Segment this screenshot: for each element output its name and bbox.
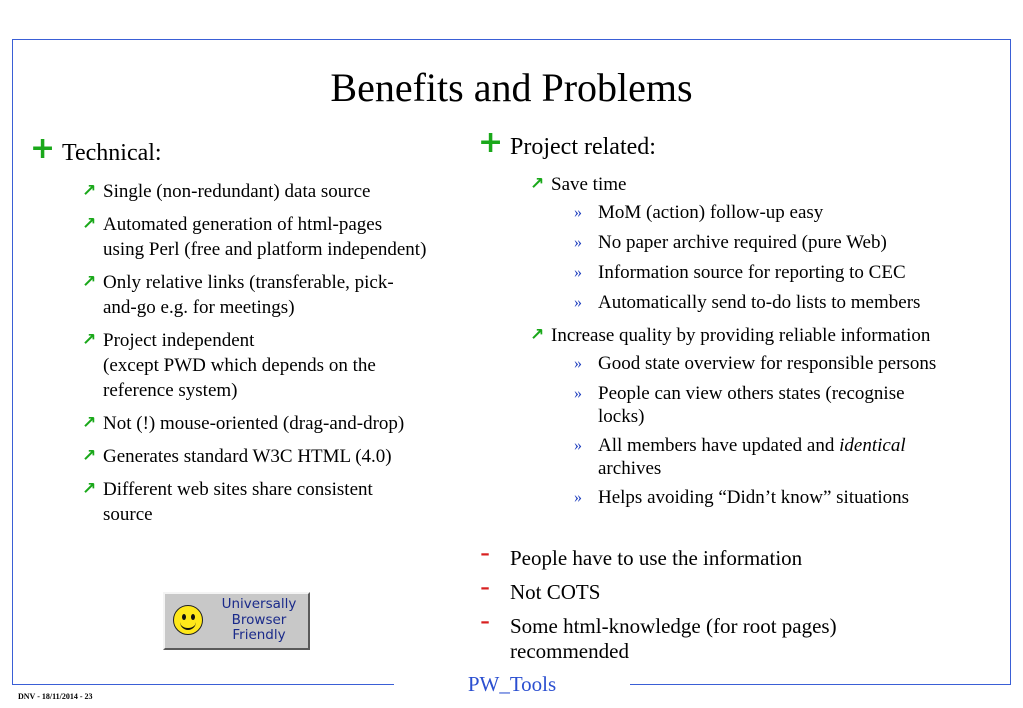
list-item: ↗ Different web sites share consistent source — [82, 479, 373, 525]
arrow-bullet-icon: ↗ — [530, 325, 545, 345]
technical-heading: + Technical: — [30, 131, 162, 166]
plus-icon: + — [30, 131, 56, 166]
chevron-bullet-icon: » — [574, 437, 582, 454]
arrow-bullet-icon: ↗ — [82, 330, 97, 350]
list-item: ↗ Save time — [530, 174, 627, 195]
minus-icon: - — [480, 604, 491, 637]
minus-icon: - — [480, 536, 491, 569]
sub-item: » MoM (action) follow-up easy — [574, 202, 824, 223]
chevron-bullet-icon: » — [574, 355, 582, 372]
sub-item: » Helps avoiding “Didn’t know” situations — [574, 487, 910, 508]
arrow-bullet-icon: ↗ — [82, 446, 97, 466]
chevron-bullet-icon: » — [574, 294, 582, 311]
sub-item: » No paper archive required (pure Web) — [574, 232, 887, 253]
chevron-bullet-icon: » — [574, 385, 582, 402]
technical-column — [30, 131, 470, 527]
sub-item: » All members have updated and identical archives — [574, 435, 906, 479]
sub-item: » Information source for reporting to CEC — [574, 262, 906, 283]
slide-title: Benefits and Problems — [330, 65, 693, 110]
chevron-bullet-icon: » — [574, 264, 582, 281]
problem-item: - People have to use the information — [480, 536, 803, 570]
list-item: ↗ Single (non-redundant) data source — [82, 181, 371, 202]
list-item: ↗ Generates standard W3C HTML (4.0) — [82, 446, 392, 467]
sub-item: » Good state overview for responsible persons — [574, 353, 937, 374]
smiley-icon — [173, 605, 203, 635]
problem-item: - Not COTS — [480, 570, 601, 604]
browser-friendly-badge — [163, 592, 310, 650]
arrow-bullet-icon: ↗ — [82, 272, 97, 292]
list-item: ↗ Increase quality by providing reliable information — [530, 325, 931, 346]
arrow-bullet-icon: ↗ — [82, 479, 97, 499]
arrow-bullet-icon: ↗ — [82, 181, 97, 201]
list-item: ↗ Project independent (except PWD which depends on the reference system) — [82, 330, 376, 401]
plus-icon: + — [478, 125, 504, 160]
sub-item: » Automatically send to-do lists to members — [574, 292, 921, 313]
chevron-bullet-icon: » — [574, 204, 582, 221]
list-item: ↗ Automated generation of html-pages using Perl (free and platform independent) — [82, 214, 427, 260]
list-item: ↗ Only relative links (transferable, pick- and-go e.g. for meetings) — [82, 272, 394, 318]
footer-title: PW_Tools — [467, 672, 557, 696]
badge-text: Universally Browser Friendly — [221, 596, 297, 643]
arrow-bullet-icon: ↗ — [530, 174, 545, 194]
sub-item: » People can view others states (recognise locks) — [574, 383, 905, 427]
arrow-bullet-icon: ↗ — [82, 413, 97, 433]
slide-number: DNV - 18/11/2014 - 23 — [18, 692, 93, 701]
problem-item: - Some html-knowledge (for root pages) recommended — [480, 604, 837, 663]
chevron-bullet-icon: » — [574, 234, 582, 251]
list-item: ↗ Not (!) mouse-oriented (drag-and-drop) — [82, 413, 405, 434]
chevron-bullet-icon: » — [574, 489, 582, 506]
minus-icon: - — [480, 570, 491, 603]
project-heading: + Project related: — [478, 125, 656, 160]
arrow-bullet-icon: ↗ — [82, 214, 97, 234]
project-column — [478, 125, 998, 664]
